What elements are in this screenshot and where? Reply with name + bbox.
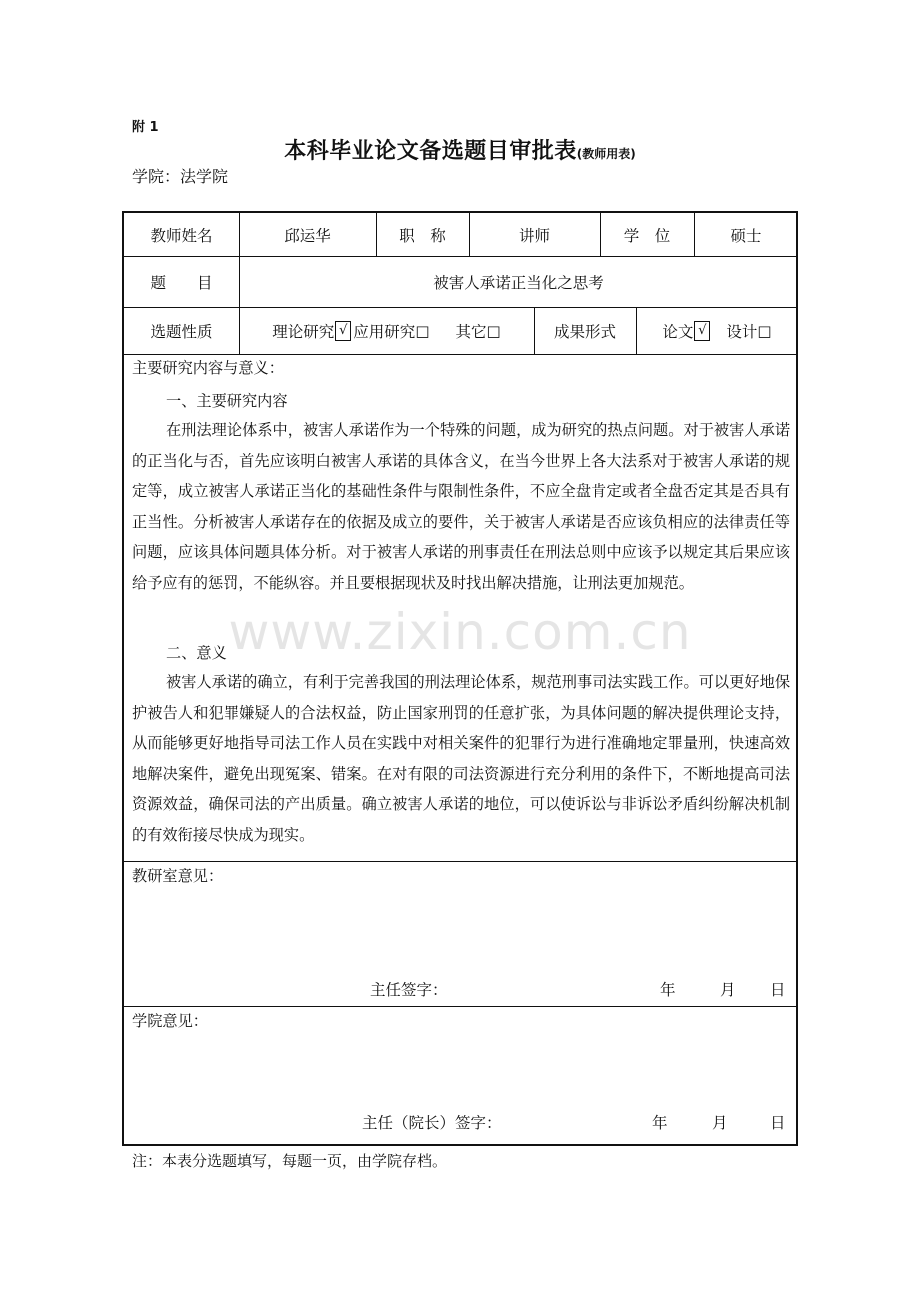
significance-heading: 二、意义	[166, 644, 227, 662]
college-signature-label: 主任（院长）签字：	[362, 1114, 502, 1132]
college-day-label: 日	[770, 1114, 786, 1132]
nature-option-applied-label: 应用研究	[353, 322, 416, 341]
research-content-label: 主要研究内容与意义：	[132, 359, 284, 377]
title-sub: (教师用表)	[576, 147, 636, 161]
dept-year-label: 年	[660, 981, 676, 999]
outcome-options	[636, 307, 798, 354]
teacher-name-value: 邱运华	[284, 226, 331, 245]
college-opinion-label: 学院意见：	[132, 1012, 208, 1030]
outcome-option-thesis-checkbox[interactable]: √	[694, 321, 710, 341]
nature-options	[239, 307, 534, 354]
dept-opinion-label: 教研室意见：	[132, 867, 224, 885]
college-year-label: 年	[652, 1114, 668, 1132]
dept-day-label: 日	[770, 981, 786, 999]
nature-option-other-checkbox[interactable]: □	[486, 321, 501, 340]
outcome-option-design-label: 设计	[726, 322, 758, 341]
nature-option-other-label: 其它	[455, 322, 487, 341]
nature-label: 选题性质	[150, 322, 213, 341]
topic-label: 题 目	[150, 273, 213, 292]
nature-option-theory-checkbox[interactable]: √	[335, 321, 351, 341]
rank-value: 讲师	[518, 226, 550, 245]
teacher-name-label: 教师姓名	[150, 226, 213, 245]
dept-signature-label: 主任签字：	[370, 981, 448, 999]
dept-month-label: 月	[720, 981, 736, 999]
significance-paragraph: 被害人承诺的确立，有利于完善我国的刑法理论体系，规范刑事司法实践工作。可以更好地保护被告人和犯罪嫌疑人的合法权益，防止国家刑罚的任意扩张，为具体问题的解决提供理论支持，从而能够更好地指导司法工作人员在实践中对相关案件的犯罪行为进行准确地定罪量刑，快速高效地解决案件，避免出现冤案、错案。在对有限的司法资源进行充分利用的条件下，不断地提高司法资源效益，确保司法的产出质量。确立被害人承诺的地位，可以使诉讼与非诉讼矛盾纠纷解决机制的有效衔接尽快成为现实。	[132, 673, 790, 844]
nature-option-theory-label: 理论研究	[272, 322, 335, 341]
degree-value: 硕士	[730, 226, 762, 245]
college-line: 学院：法学院	[132, 167, 229, 186]
title-main: 本科毕业论文备选题目审批表	[284, 139, 577, 164]
research-content-paragraph: 在刑法理论体系中，被害人承诺作为一个特殊的问题，成为研究的热点问题。对于被害人承诺的正当化与否，首先应该明白被害人承诺的具体含义，在当今世界上各大法系对于被害人承诺的规定等，成立被害人承诺正当化的基础性条件与限制性条件，不应全盘肯定或者全盘否定其是否具有正当性。分析被害人承诺存在的依据及成立的要件，关于被害人承诺是否应该负相应的法律责任等问题，应该具体问题具体分析。对于被害人承诺的刑事责任在刑法总则中应该予以规定其后果应该给予应有的惩罚，不能纵容。并且要根据现状及时找出解决措施，让刑法更加规范。	[132, 421, 790, 592]
page-title	[0, 134, 920, 165]
research-content-heading: 一、主要研究内容	[166, 392, 288, 410]
nature-option-applied-checkbox[interactable]: □	[415, 321, 430, 340]
outcome-label: 成果形式	[553, 322, 616, 341]
footnote: 注：本表分选题填写，每题一页，由学院存档。	[132, 1152, 448, 1170]
rank-label: 职 称	[399, 226, 446, 245]
annex-label: 附 1	[132, 120, 159, 135]
degree-label: 学 位	[623, 226, 671, 245]
college-month-label: 月	[712, 1114, 728, 1132]
approval-form	[122, 211, 798, 1146]
outcome-option-thesis-label: 论文	[662, 322, 694, 341]
outcome-option-design-checkbox[interactable]: □	[757, 321, 772, 340]
topic-value: 被害人承诺正当化之思考	[433, 273, 604, 292]
watermark: www.zixin.com.cn	[228, 603, 692, 661]
